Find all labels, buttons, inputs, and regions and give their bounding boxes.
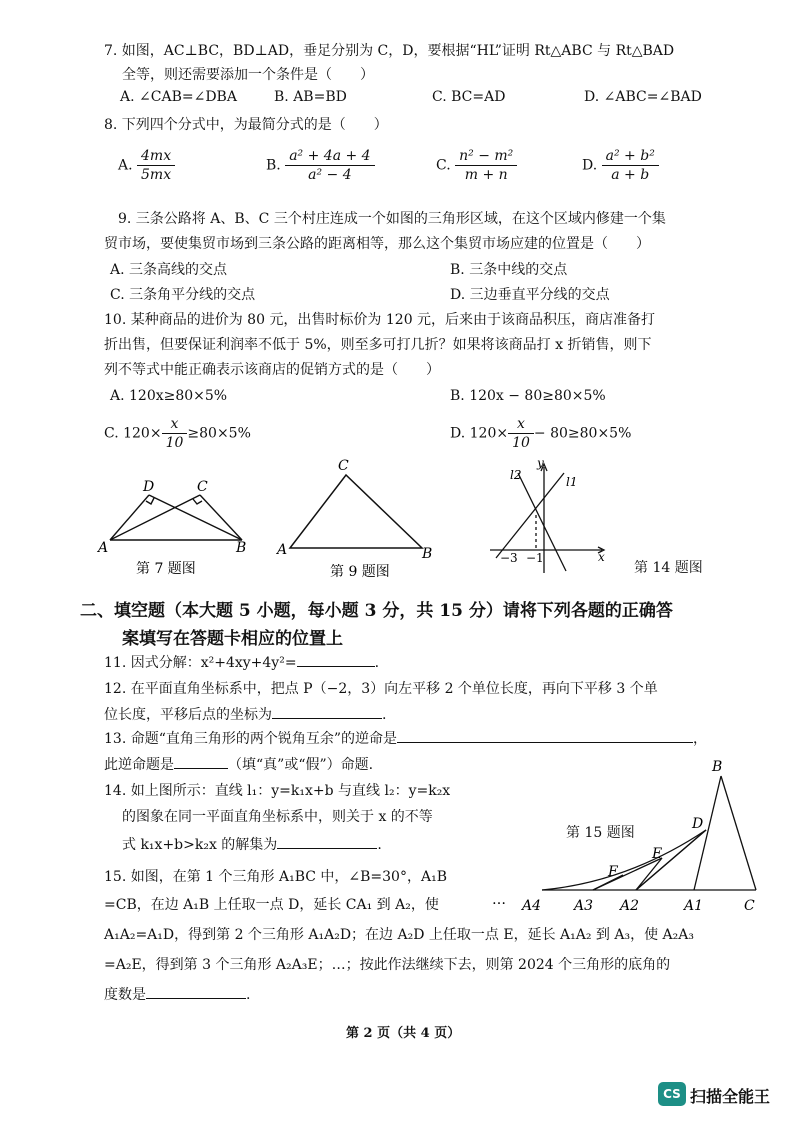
q8-option-a: A. $\frac{4mx}{5mx}$	[118, 148, 175, 183]
fig14-label-l1: l1	[566, 475, 578, 489]
fig7-segment-ad	[110, 495, 149, 540]
fig7-caption: 第 7 题图	[136, 561, 196, 577]
fig9-caption: 第 9 题图	[330, 564, 390, 580]
q12-line1: 12. 在平面直角坐标系中，把点 P（−2，3）向左平移 2 个单位长度，再向下平移 3 个单	[104, 681, 658, 697]
q8-option-c: C. $\frac{\text{n² − m²}}{m + n}$	[436, 148, 517, 183]
q13-line2: 此逆命题是 （填“真”或“假”）命题.	[104, 757, 374, 773]
camscanner-logo-icon: CS	[658, 1082, 686, 1106]
q7-option-a: A. ∠CAB=∠DBA	[120, 89, 237, 105]
fig14-label-y: y	[537, 456, 544, 470]
figure-9	[272, 455, 442, 583]
q15-line2: =CB，在边 A₁B 上任取一点 D，延长 CA₁ 到 A₂，使	[104, 897, 439, 913]
fig15-label-a1: A1	[684, 898, 704, 914]
watermark-brand: 扫描全能王	[690, 1087, 771, 1106]
fig9-label-c: C	[338, 458, 349, 474]
q9-line2: 贸市场，要使集贸市场到三条公路的距离相等，那么这个集贸市场应建的位置是（ ）	[104, 236, 650, 252]
q10-option-d: D. 120× $\frac{x}{10}$ − 80≥80×5%	[450, 416, 632, 451]
q9-option-d: D. 三边垂直平分线的交点	[450, 287, 610, 303]
fig14-label-neg1: −1	[526, 551, 544, 565]
q12-line2: 位长度，平移后点的坐标为 .	[104, 707, 387, 723]
fig15-label-d: D	[692, 816, 704, 832]
q13-answer-blank-1	[397, 742, 693, 743]
fig7-segment-cb	[200, 495, 242, 540]
q8-stem: 8. 下列四个分式中，为最简分式的是（ ）	[104, 117, 388, 133]
fig7-label-c: C	[197, 479, 208, 495]
figure-7	[90, 470, 260, 580]
q8-fraction-b: $\frac{\text{a² + 4a + 4}}{\text{a² − 4}}$	[285, 148, 374, 183]
q9-option-b: B. 三条中线的交点	[450, 262, 568, 278]
q14-answer-blank	[277, 848, 377, 849]
q14-line1: 14. 如上图所示：直线 l₁：y=k₁x+b 与直线 l₂：y=k₂x	[104, 783, 451, 799]
fig15-label-a2: A2	[620, 898, 640, 914]
q15-line1: 15. 如图，在第 1 个三角形 A₁BC 中，∠B=30°，A₁B	[104, 869, 447, 885]
fig7-label-d: D	[143, 479, 155, 495]
fig15-label-c: C	[744, 898, 755, 914]
fig15-segment-bc	[721, 776, 756, 890]
section2-title-line1: 二、填空题（本大题 5 小题，每小题 3 分，共 15 分）请将下列各题的正确答	[80, 601, 673, 621]
q10-option-b: B. 120x − 80≥80×5%	[450, 388, 606, 404]
q8-fraction-d: $\frac{\text{a² + b²}}{a + b}$	[602, 148, 659, 183]
fig7-label-b: B	[236, 540, 247, 556]
q10-line2: 折出售，但要保证利润率不低于 5%，则至多可打几折？如果将该商品打 x 折销售，则下	[104, 337, 652, 353]
q11-answer-blank	[297, 666, 375, 667]
q11: 11. 因式分解：x²+4xy+4y²= .	[104, 655, 380, 671]
q8-option-d: D. $\frac{\text{a² + b²}}{a + b}$	[582, 148, 659, 183]
q15-line3: A₁A₂=A₁D，得到第 2 个三角形 A₁A₂D；在边 A₂D 上任取一点 E，延长 A₁A₂ 到 A₃，使 A₂A₃	[104, 927, 694, 943]
q7-option-b: B. AB=BD	[274, 89, 347, 105]
q7-line1: 7. 如图，AC⊥BC，BD⊥AD，垂足分别为 C，D，要根据“HL”证明 Rt△ABC 与 Rt△BAD	[104, 43, 675, 59]
fig15-label-e: E	[652, 846, 663, 862]
fig15-label-a4: A4	[522, 898, 542, 914]
section2-title-line2: 案填写在答题卡相应的位置上	[122, 629, 343, 649]
fig9-triangle-abc	[290, 475, 422, 548]
q8-fraction-c: $\frac{\text{n² − m²}}{m + n}$	[455, 148, 517, 183]
fig15-label-ellipsis: …	[492, 892, 506, 908]
fig15-segment-ba1	[694, 776, 721, 890]
fig9-label-b: B	[422, 546, 433, 562]
q12-answer-blank	[272, 718, 382, 719]
q15-line5: 度数是 .	[104, 987, 251, 1003]
q15-line4: =A₂E，得到第 3 个三角形 A₂A₃E；…；按此作法继续下去，则第 2024 个三角形的底角的	[104, 957, 671, 973]
fig15-caption: 第 15 题图	[566, 825, 635, 841]
q9-option-a: A. 三条高线的交点	[110, 262, 228, 278]
fig7-segment-ac	[110, 495, 200, 540]
q13-line1: 13. 命题“直角三角形的两个锐角互余”的逆命是 ，	[104, 731, 708, 747]
q7-line2: 全等，则还需要添加一个条件是（ ）	[122, 67, 374, 83]
fig15-label-f: F	[608, 864, 618, 880]
fig15-segment-ea2	[636, 858, 662, 890]
q7-option-c: C. BC=AD	[432, 89, 506, 105]
q10-option-c: C. 120× $\frac{x}{10}$ ≥80×5%	[104, 416, 251, 451]
fig7-right-angle-c	[193, 499, 202, 504]
fig14-caption: 第 14 题图	[634, 560, 703, 576]
q9-option-c: C. 三条角平分线的交点	[110, 287, 256, 303]
q9-line1: 9. 三条公路将 A、B、C 三个村庄连成一个如图的三角形区域，在这个区域内修建一个集	[118, 211, 666, 227]
q8-option-b: B. $\frac{\text{a² + 4a + 4}}{\text{a² − 4}}$	[266, 148, 375, 183]
q10-fraction-c: $\frac{x}{10}$	[162, 416, 188, 451]
q10-option-a: A. 120x≥80×5%	[110, 388, 228, 404]
fig15-label-b: B	[712, 759, 723, 775]
figure-14	[480, 455, 610, 575]
q10-line3: 列不等式中能正确表示该商店的促销方式的是（ ）	[104, 362, 440, 378]
page-footer: 第 2 页（共 4 页）	[346, 1026, 461, 1041]
q14-line2: 的图象在同一平面直角坐标系中，则关于 x 的不等	[122, 809, 433, 825]
q10-line1: 10. 某种商品的进价为 80 元，出售时标价为 120 元，后来由于该商品积压，商店准备打	[104, 312, 656, 328]
fig14-label-neg3: −3	[500, 551, 518, 565]
q13-answer-blank-2	[174, 768, 228, 769]
fig7-label-a: A	[98, 540, 109, 556]
q10-fraction-d: $\frac{x}{10}$	[508, 416, 534, 451]
q14-line3: 式 k₁x+b>k₂x 的解集为 .	[122, 837, 382, 853]
fig9-label-a: A	[277, 542, 288, 558]
fig14-label-x: x	[598, 550, 605, 564]
q15-answer-blank	[146, 998, 246, 999]
q7-option-d: D. ∠ABC=∠BAD	[584, 89, 702, 105]
fig7-right-angle-d	[146, 498, 154, 504]
q8-fraction-a: $\frac{4mx}{5mx}$	[137, 148, 175, 183]
fig15-label-a3: A3	[574, 898, 594, 914]
fig14-label-l2: l2	[510, 468, 522, 482]
